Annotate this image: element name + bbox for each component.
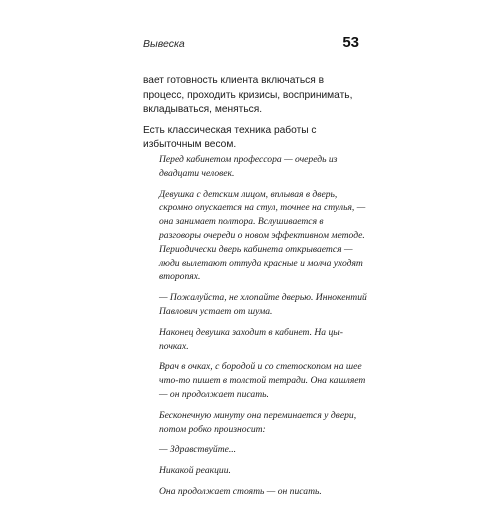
quote-paragraph: Никакой реакции. xyxy=(159,465,231,477)
body-paragraph: вает готовность клиента включаться в процесс, проходить кризисы, воспринимать, вкладываться, меняться. xyxy=(143,75,353,116)
body-paragraph: Есть классическая техника работы с избыточным весом. xyxy=(143,124,317,151)
quote-paragraph: Бесконечную минуту она переминается у двери, потом робко произносит: xyxy=(159,409,357,435)
quote-paragraph: Врач в очках, с бородой и со стетоскопом на шее что-то пишет в толстой тетради. Она кашляет — он продолжает писать. xyxy=(159,361,366,400)
quote-paragraph: Она продолжает стоять — он писать. xyxy=(159,485,322,497)
page-number: 53 xyxy=(342,34,359,51)
quote-paragraph: Перед кабинетом профессора — очередь из двадцати человек. xyxy=(159,154,338,179)
quote-paragraph: Девушка с детским лицом, вплывая в дверь, скромно опускается на стул, точнее на стулья, — она занимает полтора. Вслушивается в разговоры очереди о новом эффективном методе. Периодически дверь кабинета открывается — люди вылетают оттуда красные и молча уходят второпях. xyxy=(159,188,366,283)
running-head xyxy=(143,34,359,56)
quote-paragraph: — Здравствуйте... xyxy=(159,444,237,456)
section-title: Вывеска xyxy=(143,38,185,50)
narrative-quote xyxy=(159,153,367,506)
quote-paragraph: — Пожалуйста, не хлопайте дверью. Иннокентий Павлович устает от шума. xyxy=(159,292,367,317)
quote-paragraph: Наконец девушка заходит в кабинет. На цыпочках. xyxy=(159,326,343,352)
body-text xyxy=(143,74,365,159)
